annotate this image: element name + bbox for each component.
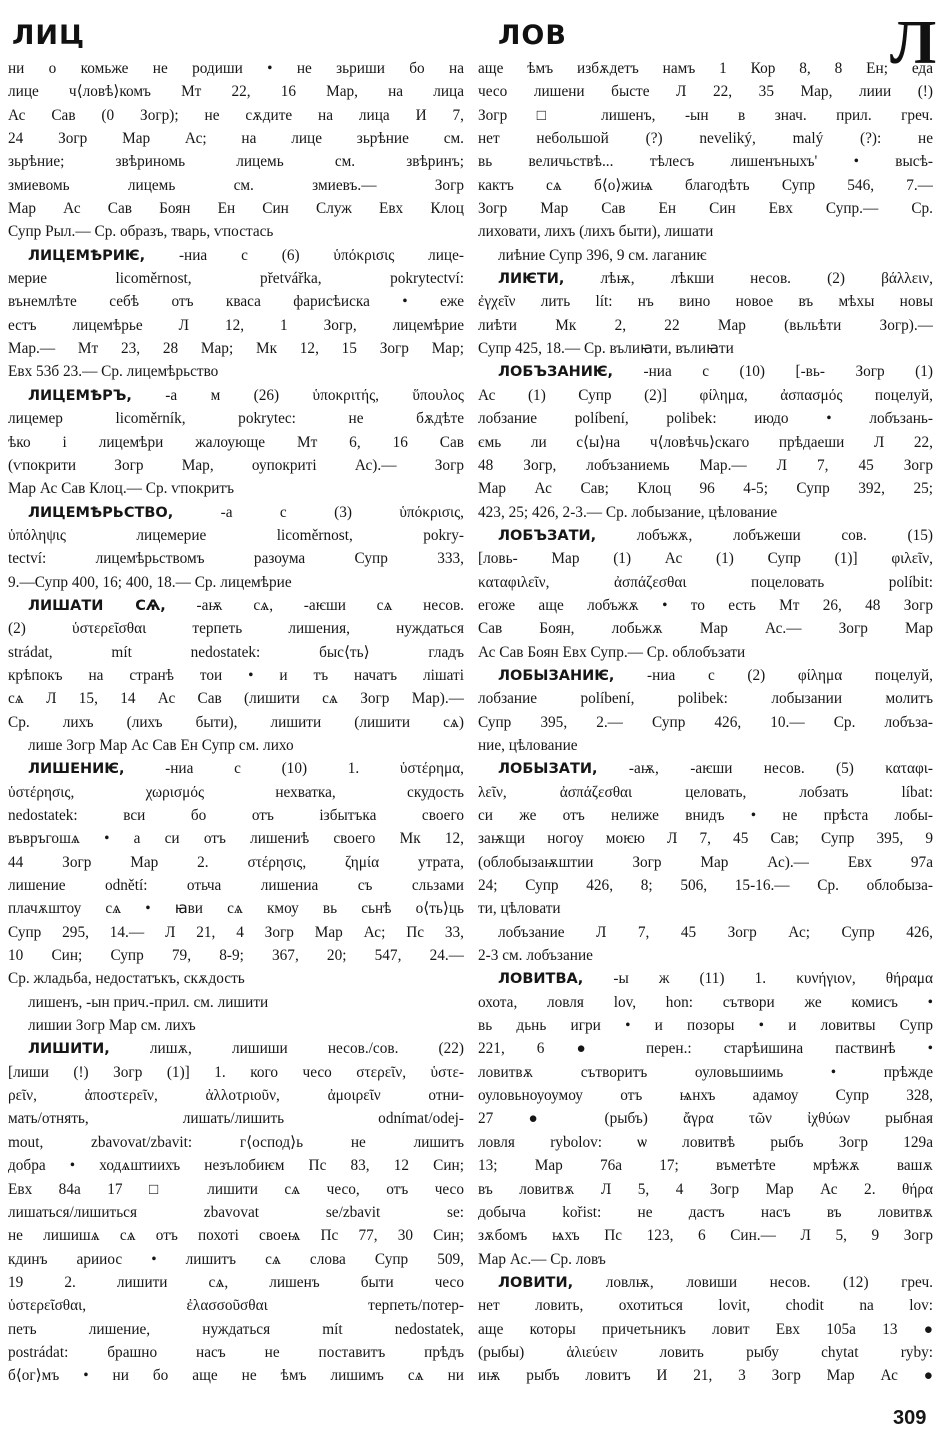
text-line	[478, 127, 933, 150]
entry-headline	[478, 757, 933, 780]
text-line	[8, 664, 464, 687]
line-text: лишение odnětí: отьча лишениа съ сльзами	[8, 877, 464, 895]
line-text: Зогр Мар Сав Ен Син Евх Супр.— Ср.	[478, 200, 933, 218]
section-letter: Л	[890, 9, 937, 77]
line-text: ємь ли с⟨ы⟩на ч⟨ловѣчь⟩скаго прѣдаеши Л 22,	[478, 433, 933, 451]
text-line	[8, 454, 464, 477]
line-text: καταφιλεῖν, ἀσπάζεσθαι поцеловать políbit:	[478, 573, 933, 591]
text-line	[478, 384, 933, 407]
text-line	[478, 197, 933, 220]
headword: ЛИШАТИ СѦ,	[28, 597, 166, 614]
text-line	[8, 874, 464, 897]
text-line	[8, 150, 464, 173]
text-line	[8, 1318, 464, 1341]
line-text: 24; Супр 426, 8; 506, 15-16.— Ср. облобыза-	[478, 877, 933, 895]
text-line	[478, 897, 933, 920]
text-line	[478, 991, 933, 1014]
line-text: Мар Ас Сав Боян Ен Син Служ Евх Клоц	[8, 200, 464, 218]
line-text: змиевомь лицемь см. змиевъ.— Зогр	[8, 176, 464, 194]
entry-headline	[8, 594, 464, 617]
text-line	[478, 80, 933, 103]
line-text: nedostatek: вси бо отъ ізбытъка своего	[8, 807, 464, 824]
line-text: Мар Ас Сав; Клоц 96 4-5; Супр 392, 25;	[478, 480, 933, 498]
line-text: 2-3 см. лобъзание	[478, 947, 593, 965]
text-line	[478, 734, 933, 757]
line-text: 9.—Супр 400, 16; 400, 18.— Ср. лицемѣрие	[8, 573, 292, 591]
line-text: [лиши (!) Зогр (1)] 1. кого чесо στερεῖν, ὑστε-	[8, 1063, 464, 1081]
line-text: (рыбы) ἁλιεύειν ловить рыбу chytat ryby:	[478, 1343, 933, 1361]
text-line	[8, 477, 464, 500]
text-line	[8, 991, 464, 1014]
line-text: чесо лишени бысте Л 22, 35 Мар, лиии (!)	[478, 83, 933, 101]
line-text: естъ лицемѣрье Л 12, 1 Зогр, лицемѣрие	[8, 316, 464, 334]
line-text: -ниа с (10) 1. ὑστέρημα,	[124, 760, 464, 778]
left-column	[8, 57, 464, 1388]
line-text: -ы ж (11) 1. κυνήγιον, θήραμα	[583, 970, 933, 988]
line-text: ловитвѫ сътворитъ оуловьшиимь • прѣжде	[478, 1063, 933, 1081]
headword: ЛИЦЕМѢРЬСТВО,	[28, 504, 174, 521]
line-text: б⟨ог⟩мъ • ни бо аще не ѣмъ лишимъ сѧ ни	[8, 1367, 464, 1385]
text-line	[478, 781, 933, 804]
line-text: сѧ Л 15, 14 Ас Сав (лишити сѧ Зогр Мар).—	[8, 690, 464, 708]
entry-headline	[478, 360, 933, 383]
text-line	[478, 150, 933, 173]
text-line	[8, 687, 464, 710]
line-text: лицемер licoměrník, pokrytec: не бѫдѣте	[8, 410, 464, 428]
line-text: лице ч⟨ловѣ⟩комъ Мт 22, 16 Мар, на лица	[8, 83, 464, 101]
text-line	[8, 57, 464, 80]
text-line	[478, 431, 933, 454]
text-line	[478, 477, 933, 500]
line-text: аще которы причетьникъ ловит Евх 105а 13 ●	[478, 1320, 933, 1338]
line-text: ловлѭ, ловиши несов. (12) греч.	[573, 1273, 933, 1291]
text-line	[478, 547, 933, 570]
text-line	[8, 314, 464, 337]
line-text: (ѵпокрити Зогр Мар, оупокриті Ас).— Зогр	[8, 456, 464, 474]
line-text: strádat, mít nedostatek: быс⟨ть⟩ гладъ	[8, 643, 464, 661]
line-text: 24 Зогр Мар Ас; на лице зьрѣние см.	[8, 130, 464, 148]
text-line	[478, 1037, 933, 1060]
line-text: Евх 84а 17 □ лишити сѧ чесо, отъ чесо	[8, 1180, 464, 1198]
line-text: ἐγχεῖν лить lít: нъ вино новое въ мѣхы новы	[478, 293, 933, 311]
line-text: Ас Сав Боян Евх Супр.— Ср. облобъзати	[478, 643, 746, 661]
line-text: лиѣти Мк 2, 22 Мар (вьльѣти Зогр).—	[478, 316, 933, 334]
text-line	[8, 1248, 464, 1271]
line-text: лиховати, лихъ (лихъ быти), лишати	[478, 223, 714, 241]
line-text: Ср. лихъ (лихъ быти), лишити (лишити сѧ)	[8, 713, 464, 731]
line-text: зѫбомъ ѩхъ Пс 123, 6 Син.— Л 5, 9 Зогр	[478, 1227, 933, 1245]
text-line	[8, 1201, 464, 1224]
text-line	[478, 851, 933, 874]
text-line	[478, 57, 933, 80]
headword: ЛОБЫЗАТИ,	[498, 761, 598, 778]
line-text: Супр 295, 14.— Л 21, 4 Зогр Мар Ас; Пс 33,	[8, 923, 464, 941]
line-text: вънемлѣте себѣ отъ кваса фарисѣиска • еже	[8, 293, 464, 311]
line-text: оуловьноуоумоу отъ ѩнхъ адамоу Супр 328,	[478, 1087, 933, 1105]
line-text: нет небольшой (?) neveliký, malý (?): не	[478, 130, 933, 148]
text-line	[478, 1084, 933, 1107]
line-text: Супр 395, 2.— Супр 426, 10.— Ср. лобъза-	[478, 713, 933, 731]
text-line	[8, 1224, 464, 1247]
text-line	[478, 501, 933, 524]
headword: ЛОВИТВА,	[498, 971, 584, 988]
text-line	[478, 314, 933, 337]
line-text: лиѣние Супр 396, 9 см. лаганиѥ	[498, 246, 707, 264]
line-text: Сав Боян, лобьжѫ Мар Ас.— Зогр Мар	[478, 620, 933, 638]
text-line	[478, 804, 933, 827]
text-line	[478, 1224, 933, 1247]
text-line	[8, 1014, 464, 1037]
headword: ЛОВИТИ,	[498, 1274, 574, 1291]
text-line	[478, 337, 933, 360]
line-text: зьрѣние; звѣриномь лицемь см. звѣринъ;	[8, 153, 464, 171]
text-line	[8, 547, 464, 570]
text-line	[8, 1178, 464, 1201]
headword: ЛИЦЕМѢРИѤ,	[28, 247, 146, 264]
entry-headline	[478, 267, 933, 290]
text-line	[8, 1154, 464, 1177]
text-line	[478, 921, 933, 944]
headword: ЛОБЪЗАНИѤ,	[498, 364, 614, 381]
headword: ЛИЦЕМѢРЪ,	[28, 387, 132, 404]
text-line	[8, 197, 464, 220]
line-text: Мар Ас.— Ср. ловъ	[478, 1250, 606, 1268]
entry-headline	[8, 244, 464, 267]
entry-headline	[8, 1037, 464, 1060]
line-text: добыча kořist: не дастъ насъ въ ловитвѫ	[478, 1203, 933, 1221]
text-line	[8, 524, 464, 547]
line-text: вь дьнь игри • и позоры • и ловитвы Супр	[478, 1017, 933, 1035]
line-text: 13; Мар 76а 17; въметѣте мрѣжѫ вашѫ	[478, 1157, 933, 1175]
text-line	[8, 571, 464, 594]
line-text: Мар Ас Сав Клоц.— Ср. ѵпокритъ	[8, 480, 235, 498]
line-text: -аѭ, -аѥши несов. (5) καταφι-	[597, 760, 933, 778]
entry-headline	[478, 664, 933, 687]
line-text: кактъ сѧ б⟨о⟩жиѩ благодѣть Супр 546, 7.—	[478, 176, 933, 194]
line-text: мерие licoměrnost, přetvářka, pokrytectví:	[8, 270, 464, 288]
text-line	[478, 290, 933, 313]
text-line	[478, 1341, 933, 1364]
headword: ЛОБЪЗАТИ,	[498, 527, 597, 544]
line-text: лишии Зогр Мар см. лихъ	[28, 1017, 196, 1035]
text-line	[8, 897, 464, 920]
line-text: кдинъ арииос • лишитъ сѧ слова Супр 509,	[8, 1250, 464, 1268]
entry-headline	[478, 1271, 933, 1294]
text-line	[478, 1131, 933, 1154]
text-line	[478, 220, 933, 243]
line-text: лише Зогр Мар Ас Сав Ен Супр см. лихо	[28, 736, 294, 754]
line-text: лобъжѫ, лобъжеши сов. (15)	[596, 526, 933, 544]
line-text: охота, ловля lov, hon: сътвори же комисъ •	[478, 993, 933, 1011]
line-text: Мар.— Мт 23, 28 Мар; Мк 12, 15 Зогр Мар;	[8, 340, 464, 358]
line-text: -ниа с (2) φίλημα поцелуй,	[614, 666, 933, 684]
text-line	[478, 1201, 933, 1224]
text-line	[478, 104, 933, 127]
text-line	[8, 1271, 464, 1294]
line-text: заѭщи ногоу моѥю Л 7, 45 Сав; Супр 395, 9	[478, 830, 933, 848]
line-text: добра • ходѧштиихъ незълобиѥм Пс 83, 12 Син;	[8, 1157, 464, 1175]
line-text: аще ѣмъ избѫдетъ намъ 1 Кор 8, 8 Ен; еда	[478, 60, 933, 77]
line-text: -а м (26) ὑποκριτής, ὕπουλος	[131, 386, 464, 404]
text-line	[8, 220, 464, 243]
line-text: ὑστέρησις, χωρισμός нехватка, скудость	[8, 783, 464, 801]
line-text: -ниа с (6) ὑπόκρισις лице-	[145, 246, 464, 264]
text-line	[478, 874, 933, 897]
entry-headline	[478, 967, 933, 990]
line-text: петь лишение, нуждаться mít nedostatek,	[8, 1320, 464, 1338]
line-text: ѣко і лицемѣри жалоующе Мт 6, 16 Сав	[8, 433, 464, 451]
line-text: плачѫштоу сѧ • ꙗви сѧ кмоу вь сьнѣ о⟨ть⟩ць	[8, 900, 464, 918]
text-line	[478, 687, 933, 710]
line-text: -а с (3) ὑπόκρισις,	[173, 503, 464, 521]
text-line	[478, 1154, 933, 1177]
line-text: лишѫ, лишиши несов./сов. (22)	[109, 1040, 464, 1058]
line-text: 423, 25; 426, 2-3.— Ср. лобызание, цѣлование	[478, 503, 778, 521]
line-text: 48 Зогр, лобъзаниемь Мар.— Л 7, 45 Зогр	[478, 456, 933, 474]
right-column	[478, 57, 933, 1388]
text-line	[8, 944, 464, 967]
line-text: лобзание políbení, polibek: июдо • лобъзань-	[478, 410, 933, 428]
line-text: -аѭ сѧ, -аѥши сѧ несов.	[165, 596, 464, 614]
line-text: 19 2. лишити сѧ, лишенъ быти чесо	[8, 1273, 464, 1291]
text-line	[8, 1131, 464, 1154]
text-line	[478, 594, 933, 617]
entry-headline	[8, 384, 464, 407]
text-line	[8, 174, 464, 197]
text-line	[478, 454, 933, 477]
text-line	[8, 290, 464, 313]
text-line	[8, 641, 464, 664]
line-text: мать/отнять, лишать/лишить odnímat/odej-	[8, 1110, 464, 1128]
text-line	[478, 617, 933, 640]
line-text: иѭ рыбъ ловитъ И 21, 3 Зогр Мар Ас ●	[478, 1367, 933, 1385]
line-text: Супр 425, 18.— Ср. вълиꙗти, вълиꙗти	[478, 340, 734, 358]
line-text: -ниа с (10) [-вь- Зогр (1)	[613, 363, 933, 381]
text-line	[8, 1084, 464, 1107]
text-line	[8, 827, 464, 850]
line-text: въ ловитвѫ Л 5, 4 Зогр Мар Ас 2. θήρα	[478, 1180, 933, 1198]
headword: ЛИШИТИ,	[28, 1041, 110, 1058]
text-line	[8, 851, 464, 874]
line-text: си же отъ нелиже внидъ • не прѣста лобы-	[478, 807, 933, 824]
entry-headline	[478, 524, 933, 547]
text-line	[8, 267, 464, 290]
headword: ЛИШЕНИѤ,	[28, 761, 125, 778]
line-text: tectví: лицемѣрьствомъ разоума Супр 333,	[8, 550, 464, 568]
text-line	[8, 127, 464, 150]
line-text: не лишишѧ сѧ отъ похоті своеѩ Пс 77, 30 Син;	[8, 1227, 464, 1245]
text-line	[8, 921, 464, 944]
line-text: въвръгошѧ • а си отъ лишениѣ своего Мк 12,	[8, 830, 464, 848]
line-text: ловля rybolov: ѡ ловитвѣ рыбъ Зогр 129а	[478, 1133, 933, 1151]
text-line	[8, 734, 464, 757]
line-text: ни о комьже не родиши • не зьриши бо на	[8, 60, 464, 77]
entry-headline	[8, 757, 464, 780]
line-text: mout, zbavovat/zbavit: г⟨оспод⟩ь не лишитъ	[8, 1133, 464, 1151]
text-line	[8, 1061, 464, 1084]
line-text: postrádat: брашно насъ не поставитъ прѣдъ	[8, 1343, 464, 1361]
line-text: ὑπόληψις лицемерие licoměrnost, pokry-	[8, 526, 464, 544]
line-text: крѣпокъ на странѣ тои • и тъ начатъ лішаті	[8, 666, 464, 684]
text-line	[478, 944, 933, 967]
line-text: ние, цѣлование	[478, 736, 578, 754]
headword: ЛОБЫЗАНИѤ,	[498, 667, 615, 684]
text-line	[8, 337, 464, 360]
text-line	[8, 781, 464, 804]
line-text: егоже аще лобъжѫ • то есть Мт 26, 48 Зогр	[478, 596, 933, 614]
text-line	[478, 711, 933, 734]
line-text: 221, 6 ● перен.: старѣишина паствинѣ •	[478, 1040, 933, 1058]
text-line	[478, 1178, 933, 1201]
line-text: 10 Син; Супр 79, 8-9; 367, 20; 547, 24.—	[8, 947, 464, 965]
text-line	[478, 641, 933, 664]
text-line	[478, 571, 933, 594]
text-line	[8, 804, 464, 827]
line-text: лѣѭ, лѣкши несов. (2) βάλλειν,	[564, 270, 933, 288]
line-text: λεῖν, ἀσπάζεσθαι целовать, лобзать líbat:	[478, 783, 933, 801]
line-text: [ловь- Мар (1) Ас (1) Супр (1)] φιλεῖν,	[478, 550, 933, 568]
text-line	[8, 1294, 464, 1317]
line-text: Зогр □ лишенъ, -ын в знач. прил. греч.	[478, 106, 933, 124]
text-line	[478, 1248, 933, 1271]
text-line	[8, 1341, 464, 1364]
text-line	[8, 104, 464, 127]
headword: ЛИѤТИ,	[498, 271, 565, 288]
line-text: нет ловить, охотиться lovit, chodit na lov:	[478, 1297, 933, 1315]
text-line	[8, 407, 464, 430]
page-number: 309	[893, 1407, 927, 1429]
text-line	[8, 1364, 464, 1387]
text-line	[478, 1107, 933, 1130]
line-text: вь величьствѣ... тѣлесъ лишенъныхъ' • высѣ-	[478, 153, 933, 171]
text-line	[478, 1294, 933, 1317]
running-head-first-entry: ЛИЦ	[12, 20, 86, 51]
line-text: ὑστερεῖσθαι, ἐλασσοῦσθαι терпеть/потер-	[8, 1297, 464, 1315]
line-text: Ас (1) Супр (2)] φίλημα, ἀσπασμός поцелуй,	[478, 386, 933, 404]
text-line	[8, 967, 464, 990]
text-line	[8, 80, 464, 103]
text-line	[478, 1318, 933, 1341]
line-text: Евх 53б 23.— Ср. лицемѣрьство	[8, 363, 219, 381]
text-line	[478, 1014, 933, 1037]
line-text: Супр Рыл.— Ср. образъ, тварь, ѵпостась	[8, 223, 274, 241]
text-line	[8, 360, 464, 383]
text-line	[8, 711, 464, 734]
running-head-last-entry: ЛОВ	[498, 20, 567, 51]
text-line	[478, 1364, 933, 1387]
text-line	[478, 174, 933, 197]
line-text: Ср. жладьба, недостатъкъ, скѫдость	[8, 970, 245, 988]
text-line	[478, 407, 933, 430]
line-text: лобъзание Л 7, 45 Зогр Ас; Супр 426,	[498, 923, 933, 941]
text-line	[8, 431, 464, 454]
line-text: ти, цѣловати	[478, 900, 561, 918]
text-line	[478, 827, 933, 850]
text-line	[478, 244, 933, 267]
line-text: лишенъ, -ын прич.-прил. см. лишити	[28, 993, 269, 1011]
text-line	[8, 617, 464, 640]
line-text: 27 ● (рыбъ) ἄγρα τῶν ἰχθύων рыбная	[478, 1110, 933, 1128]
line-text: лишаться/лишиться zbavovat se/zbavit se:	[8, 1203, 464, 1221]
line-text: лобзание políbení, polibek: лобызании молитъ	[478, 690, 933, 708]
text-line	[8, 1107, 464, 1130]
line-text: ρεῖν, ἀποστερεῖν, ἀλλοτριοῦν, ἀμοιρεῖν отни-	[8, 1087, 464, 1105]
line-text: Ас Сав (0 Зогр); не сѫдите на лица И 7,	[8, 106, 464, 124]
text-line	[478, 1061, 933, 1084]
entry-headline	[8, 501, 464, 524]
line-text: 44 Зогр Мар 2. στέρησις, ζημία утрата,	[8, 853, 464, 871]
line-text: (2) ὑστερεῖσθαι терпеть лишения, нуждаться	[8, 620, 464, 638]
line-text: (облобызаѭштии Зогр Мар Ас).— Евх 97а	[478, 853, 933, 871]
